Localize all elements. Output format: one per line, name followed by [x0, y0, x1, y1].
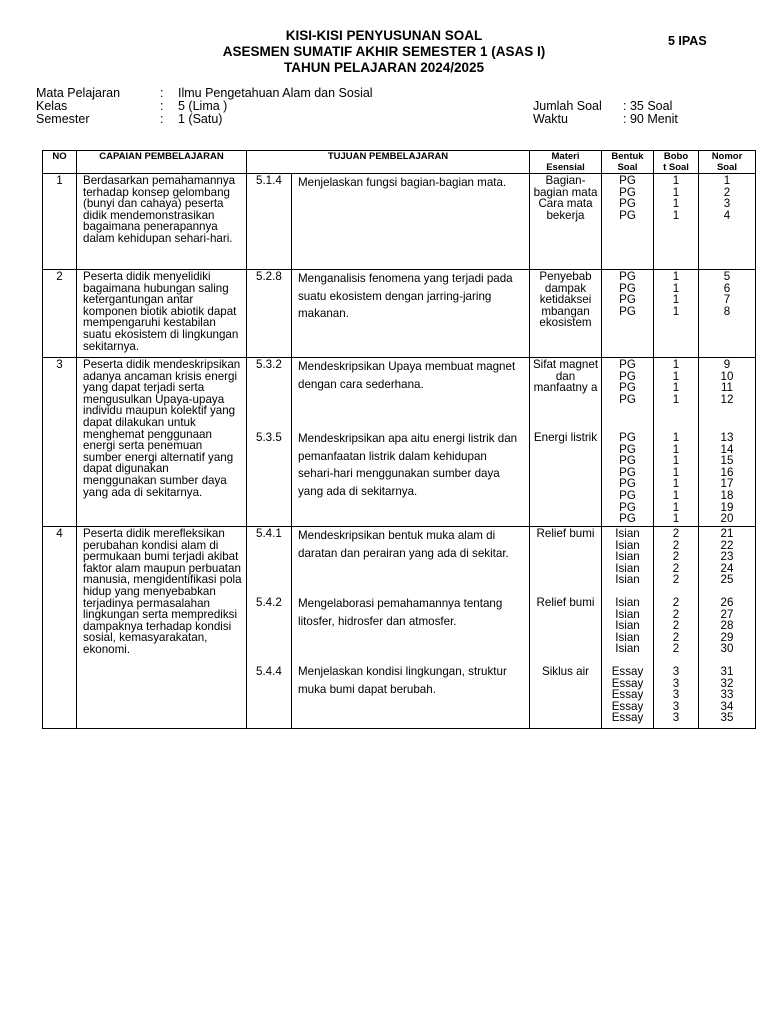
bobot-soal [654, 431, 698, 526]
tp-code: 5.4.4 [256, 665, 282, 678]
bobot-soal-item: 1 [672, 512, 680, 526]
nomor-soal-item: 19 [720, 500, 734, 514]
bentuk-soal [602, 431, 653, 526]
table-row [43, 527, 756, 729]
nomor-soal-item: 32 [720, 676, 734, 690]
bobot-soal [654, 270, 698, 357]
materi-esensial: Penyebab dampak ketidaksei mbangan ekosistem [539, 270, 592, 330]
bobot-soal-item: 2 [672, 619, 680, 633]
bobot-soal-item: 1 [672, 174, 680, 187]
tp-code-cell [247, 270, 292, 358]
semester-value: 1 (Satu) [178, 112, 223, 126]
nomor-soal-item: 15 [720, 454, 734, 468]
bentuk-soal [602, 174, 653, 269]
bobot-soal-item: 1 [672, 208, 680, 222]
bobot-soal-item: 2 [672, 607, 680, 621]
bentuk-soal-item: Isian [615, 573, 640, 587]
nomor-soal-item: 1 [723, 174, 731, 187]
nomor-soal-item: 6 [723, 281, 731, 295]
nomor-soal-item: 22 [720, 538, 734, 552]
nomor-soal-item: 7 [723, 293, 731, 307]
nomor-soal-item: 26 [720, 596, 734, 609]
bentuk-soal-item: PG [619, 174, 636, 187]
bobot-soal-item: 3 [672, 711, 680, 725]
bentuk-soal [602, 665, 653, 728]
time-value: : 90 Menit [623, 112, 678, 126]
bobot-soal-item: 1 [672, 392, 680, 406]
nomor-soal [699, 665, 755, 728]
bobot-soal [654, 174, 698, 269]
bentuk-soal-item: PG [619, 197, 636, 211]
bobot-soal-item: 2 [672, 538, 680, 552]
tujuan-pembelajaran-cell [292, 358, 530, 527]
bentuk-soal-item: Isian [615, 607, 640, 621]
bobot-soal-item: 1 [672, 431, 680, 444]
materi-esensial: Relief bumi [536, 596, 595, 609]
tp-code: 5.3.5 [256, 431, 282, 444]
bentuk-soal-item: Isian [615, 550, 640, 564]
row-number: 2 [43, 270, 77, 358]
bentuk-soal-item: PG [619, 304, 636, 318]
title-line-2: ASESMEN SUMATIF AKHIR SEMESTER 1 (ASAS I) [222, 44, 546, 59]
class-value: 5 (Lima ) [178, 99, 228, 113]
nomor-soal-item: 34 [720, 699, 734, 713]
subject-label: Mata Pelajaran [36, 86, 121, 100]
header-capaian: CAPAIAN PEMBELAJARAN [77, 151, 247, 174]
table-row [43, 358, 756, 527]
bentuk-soal-item: Isian [615, 619, 640, 633]
colon: : [160, 99, 164, 113]
count-label: Jumlah Soal [533, 99, 602, 113]
nomor-soal [699, 431, 755, 526]
capaian-pembelajaran: Peserta didik mendeskripsikan adanya ancaman krisis energi yang dapat terjadi serta mengusulkan Upaya-upaya individu maupun kolektif yang dapat dilakukan untuk menghemat penggunaan energi serta penemuan sumber energi alternatif yang dapat digunakan menggunakan sumber daya yang ada di sekitarnya. [77, 358, 247, 527]
bobot-soal-item: 1 [672, 442, 680, 456]
class-label: Kelas [36, 99, 68, 113]
materi-esensial: Relief bumi [536, 527, 595, 540]
bobot-soal-item: 1 [672, 500, 680, 514]
bobot-soal-item: 1 [672, 381, 680, 395]
capaian-pembelajaran: Peserta didik menyelidiki bagaimana hubungan saling ketergantungan antar komponen biotik abiotik dapat mempengaruhi kestabilan suatu ekosistem di lingkungan sekitarnya. [77, 270, 247, 358]
materi-esensial-cell [530, 270, 602, 358]
bentuk-soal-item: PG [619, 381, 636, 395]
count-value: : 35 Soal [623, 99, 673, 113]
nomor-soal-item: 27 [720, 607, 734, 621]
tujuan-pembelajaran: Menjelaskan kondisi lingkungan, struktur muka bumi dapat berubah. [298, 665, 507, 696]
nomor-soal-item: 13 [720, 431, 734, 444]
bobot-soal-item: 1 [672, 358, 680, 371]
tujuan-pembelajaran-cell [292, 527, 530, 729]
nomor-soal-item: 5 [723, 270, 731, 283]
bobot-soal-cell [654, 270, 699, 358]
tujuan-pembelajaran: Mengelaborasi pemahamannya tentang litosfer, hidrosfer dan atmosfer. [298, 597, 503, 628]
bentuk-soal [602, 527, 653, 596]
bentuk-soal-item: PG [619, 477, 636, 491]
bobot-soal-cell [654, 358, 699, 527]
nomor-soal [699, 527, 755, 596]
bentuk-soal-cell [602, 358, 654, 527]
nomor-soal-item: 2 [723, 185, 731, 199]
row-number: 1 [43, 174, 77, 270]
bobot-soal-item: 1 [672, 304, 680, 318]
bentuk-soal [602, 596, 653, 665]
bobot-soal-item: 2 [672, 561, 680, 575]
tp-code-cell [247, 527, 292, 729]
bobot-soal-item: 1 [672, 270, 680, 283]
info-block-right [533, 100, 733, 126]
info-time [533, 113, 733, 126]
bentuk-soal-item: PG [619, 512, 636, 526]
bentuk-soal-item: PG [619, 208, 636, 222]
nomor-soal-item: 28 [720, 619, 734, 633]
tujuan-pembelajaran-cell [292, 270, 530, 358]
header-tujuan: TUJUAN PEMBELAJARAN [247, 151, 530, 174]
bobot-soal-item: 2 [672, 630, 680, 644]
bentuk-soal-item: PG [619, 454, 636, 468]
bentuk-soal-item: PG [619, 358, 636, 371]
bentuk-soal-item: PG [619, 500, 636, 514]
bobot-soal-item: 1 [672, 477, 680, 491]
nomor-soal [699, 270, 755, 357]
bentuk-soal-item: PG [619, 465, 636, 479]
title-line-3: TAHUN PELAJARAN 2024/2025 [283, 60, 485, 75]
bentuk-soal-item: Essay [611, 676, 644, 690]
nomor-soal-item: 12 [720, 392, 734, 406]
colon: : [160, 112, 164, 126]
bobot-soal-item: 1 [672, 197, 680, 211]
nomor-soal-item: 14 [720, 442, 734, 456]
tujuan-pembelajaran: Menganalisis fenomena yang terjadi pada suatu ekosistem dengan jarring-jaring makanan. [298, 272, 513, 320]
bentuk-soal-item: PG [619, 281, 636, 295]
tp-code: 5.4.1 [256, 527, 282, 540]
nomor-soal-item: 23 [720, 550, 734, 564]
bentuk-soal [602, 358, 653, 431]
nomor-soal-item: 9 [723, 358, 731, 371]
bentuk-soal-item: Isian [615, 538, 640, 552]
header-no: NO [43, 151, 77, 174]
colon: : [160, 86, 164, 100]
materi-esensial-cell [530, 174, 602, 270]
materi-esensial: Siklus air [541, 665, 590, 678]
bobot-soal-item: 1 [672, 293, 680, 307]
bobot-soal-item: 1 [672, 454, 680, 468]
info-subject [36, 87, 496, 100]
bentuk-soal-item: PG [619, 431, 636, 444]
tp-code-cell [247, 174, 292, 270]
nomor-soal-cell [699, 174, 756, 270]
bentuk-soal-item: PG [619, 392, 636, 406]
header-nomor: Nomor Soal [699, 151, 756, 174]
nomor-soal-item: 17 [720, 477, 734, 491]
row-number: 3 [43, 358, 77, 527]
nomor-soal-item: 16 [720, 465, 734, 479]
bentuk-soal-item: Isian [615, 527, 640, 540]
nomor-soal-item: 24 [720, 561, 734, 575]
bobot-soal-item: 3 [672, 676, 680, 690]
header-bobot: Bobo t Soal [654, 151, 699, 174]
info-semester [36, 113, 496, 126]
title-line-1: KISI-KISI PENYUSUNAN SOAL [285, 28, 483, 43]
materi-esensial-cell [530, 527, 602, 729]
nomor-soal-cell [699, 358, 756, 527]
bobot-soal-item: 2 [672, 573, 680, 587]
nomor-soal [699, 174, 755, 269]
nomor-soal-item: 8 [723, 304, 731, 318]
bobot-soal-item: 2 [672, 550, 680, 564]
bentuk-soal-item: Isian [615, 630, 640, 644]
table-row [43, 174, 756, 270]
tp-code-cell [247, 358, 292, 527]
materi-esensial-cell [530, 358, 602, 527]
semester-label: Semester [36, 112, 90, 126]
nomor-soal-cell [699, 527, 756, 729]
bentuk-soal-item: PG [619, 293, 636, 307]
info-class [36, 100, 496, 113]
table-row [43, 270, 756, 358]
bentuk-soal-item: PG [619, 369, 636, 383]
bentuk-soal-cell [602, 174, 654, 270]
info-block-left [36, 87, 496, 126]
bentuk-soal-item: Essay [611, 665, 644, 678]
bobot-soal-item: 1 [672, 369, 680, 383]
nomor-soal-item: 35 [720, 711, 734, 725]
table-header-row [43, 151, 756, 174]
bobot-soal-item: 2 [672, 642, 680, 656]
bentuk-soal-item: Essay [611, 711, 644, 725]
capaian-pembelajaran: Peserta didik merefleksikan perubahan kondisi alam di permukaan bumi terjadi akibat faktor alam maupun perbuatan manusia, mengidentifikasi pola hidup yang menyebabkan terjadinya permasalahan lingkungan serta memprediksi dampaknya terhadap kondisi sosial, kemasyarakatan, ekonomi. [77, 527, 247, 729]
nomor-soal-item: 10 [720, 369, 734, 383]
bobot-soal-item: 2 [672, 527, 680, 540]
header-materi: Materi Esensial [530, 151, 602, 174]
bobot-soal [654, 665, 698, 728]
bobot-soal-item: 1 [672, 488, 680, 502]
tujuan-pembelajaran: Menjelaskan fungsi bagian-bagian mata. [298, 176, 507, 189]
bobot-soal-item: 1 [672, 185, 680, 199]
capaian-pembelajaran: Berdasarkan pemahamannya terhadap konsep gelombang (bunyi dan cahaya) peserta didik mendemonstrasikan bagaimana penerapannya dalam kehidupan sehari-hari. [77, 174, 247, 270]
tujuan-pembelajaran: Mendeskripsikan bentuk muka alam di daratan dan perairan yang ada di sekitar. [298, 529, 509, 560]
blueprint-table [42, 150, 756, 729]
tujuan-pembelajaran: Mendeskripsikan Upaya membuat magnet dengan cara sederhana. [298, 360, 516, 391]
class-badge: 5 IPAS [668, 34, 707, 48]
nomor-soal-item: 33 [720, 688, 734, 702]
document-title [0, 28, 768, 76]
time-label: Waktu [533, 112, 568, 126]
materi-esensial: Bagian-bagian mata Cara mata bekerja [533, 174, 598, 222]
bobot-soal-item: 3 [672, 665, 680, 678]
tujuan-pembelajaran-cell [292, 174, 530, 270]
bentuk-soal-item: Isian [615, 596, 640, 609]
bentuk-soal-item: PG [619, 442, 636, 456]
tp-code: 5.2.8 [256, 270, 282, 283]
bentuk-soal [602, 270, 653, 357]
nomor-soal-item: 3 [723, 197, 731, 211]
bobot-soal [654, 596, 698, 665]
materi-esensial: Sifat magnet dan manfaatny a [532, 358, 599, 395]
bobot-soal-item: 1 [672, 465, 680, 479]
bobot-soal-item: 3 [672, 688, 680, 702]
bentuk-soal-item: Essay [611, 699, 644, 713]
nomor-soal-cell [699, 270, 756, 358]
tp-code: 5.3.2 [256, 358, 282, 371]
nomor-soal-item: 31 [720, 665, 734, 678]
nomor-soal [699, 358, 755, 431]
header-bentuk: Bentuk Soal [602, 151, 654, 174]
bentuk-soal-item: PG [619, 185, 636, 199]
nomor-soal [699, 596, 755, 665]
nomor-soal-item: 30 [720, 642, 734, 656]
bentuk-soal-item: PG [619, 488, 636, 502]
bentuk-soal-item: Isian [615, 642, 640, 656]
nomor-soal-item: 20 [720, 512, 734, 526]
nomor-soal-item: 29 [720, 630, 734, 644]
nomor-soal-item: 25 [720, 573, 734, 587]
tp-code: 5.1.4 [256, 174, 282, 187]
nomor-soal-item: 4 [723, 208, 731, 222]
nomor-soal-item: 18 [720, 488, 734, 502]
bobot-soal-item: 3 [672, 699, 680, 713]
bentuk-soal-item: Essay [611, 688, 644, 702]
bentuk-soal-item: Isian [615, 561, 640, 575]
bentuk-soal-cell [602, 270, 654, 358]
bobot-soal-cell [654, 527, 699, 729]
materi-esensial: Energi listrik [533, 431, 598, 444]
bentuk-soal-cell [602, 527, 654, 729]
nomor-soal-item: 21 [720, 527, 734, 540]
bobot-soal-item: 2 [672, 596, 680, 609]
bobot-soal [654, 358, 698, 431]
nomor-soal-item: 11 [720, 381, 734, 395]
tp-code: 5.4.2 [256, 596, 282, 609]
tujuan-pembelajaran: Mendeskripsikan apa aitu energi listrik dan pemanfaatan listrik dalam kehidupan sehari-hari menggunakan sumber daya yang ada di sekitarnya. [298, 432, 518, 498]
bentuk-soal-item: PG [619, 270, 636, 283]
subject-value: Ilmu Pengetahuan Alam dan Sosial [178, 86, 373, 100]
bobot-soal-cell [654, 174, 699, 270]
row-number: 4 [43, 527, 77, 729]
bobot-soal-item: 1 [672, 281, 680, 295]
bobot-soal [654, 527, 698, 596]
